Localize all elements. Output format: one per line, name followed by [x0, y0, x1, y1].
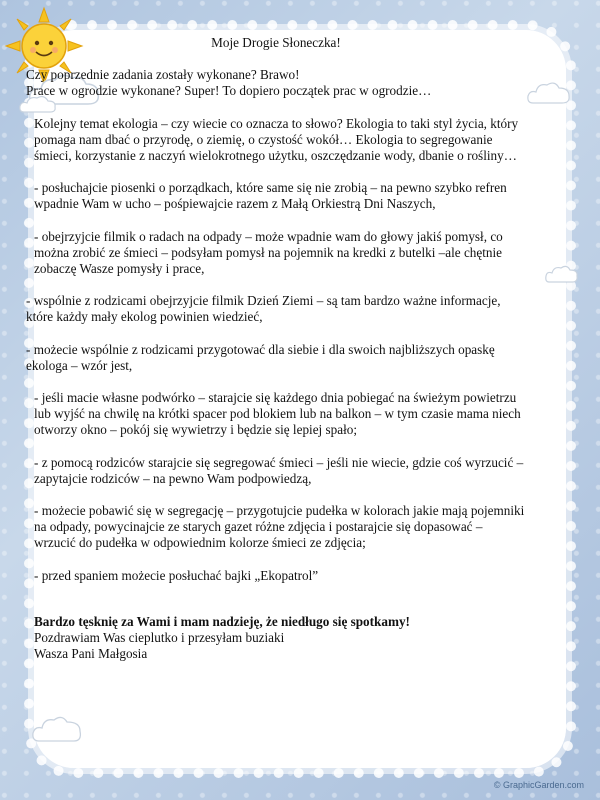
letter-title: Moje Drogie Słoneczka! — [211, 35, 341, 50]
credit-text: © GraphicGarden.com — [493, 780, 584, 790]
paragraph: - wspólnie z rodzicami obejrzyjcie filmik Dzień Ziemi – są tam bardzo ważne informacje, które każdy mały ekolog powinien wiedzieć, — [26, 293, 501, 325]
closing-line: Pozdrawiam Was cieplutko i przesyłam buziaki — [34, 630, 285, 646]
paragraph: - jeśli macie własne podwórko – starajcie się każdego dnia pobiegać na świeżym powietrzu lub wyjść na chwilę na krótki spacer pod blokiem lub na balkon – w tym czasie mama niech otworzy okno – pokój się wywietrzy i będzie się lepiej spało; — [34, 390, 521, 438]
letter-body — [26, 35, 526, 662]
paragraph: Kolejny temat ekologia – czy wiecie co oznacza to słowo? Ekologia to taki styl życia, który pomaga nam dbać o przyrodę, o ziemię, o czystość wokół… Ekologia to segregowanie śmieci, korzystanie z naczyń wielokrotnego użytku, oszczędzanie wody, dbanie o rośliny… — [34, 115, 519, 164]
intro-line: Prace w ogrodzie wykonane? Super! To dopiero początek prac w ogrodzie… — [26, 83, 432, 99]
signature: Wasza Pani Małgosia — [34, 646, 148, 662]
closing-bold-line: Bardzo tęsknię za Wami i mam nadzieję, że niedługo się spotkamy! — [34, 613, 410, 629]
paragraph: - przed spaniem możecie posłuchać bajki „Ekopatrol” — [34, 567, 319, 583]
intro-block — [26, 67, 526, 99]
paragraph: - z pomocą rodziców starajcie się segregować śmieci – jeśli nie wiecie, gdzie coś wyrzucić – zapytajcie rodziców – na pewno Wam podpowiedzą, — [34, 454, 524, 486]
cloud-icon — [544, 262, 580, 286]
paragraph: - możecie pobawić się w segregację – przygotujcie pudełka w kolorach jakie mają pojemniki na odpady, powycinajcie ze starych gazet różne zdjęcia i postarajcie się dopasować – wrzucić do pudełka w odpowiednim kolorze śmieci ze zdjęcia; — [34, 503, 525, 551]
paragraph: - możecie wspólnie z rodzicami przygotować dla siebie i dla swoich najbliższych opaskę ekologa – wzór jest, — [26, 341, 495, 373]
cloud-icon — [30, 712, 88, 746]
cloud-icon — [526, 78, 572, 108]
paragraph: - obejrzyjcie filmik o radach na odpady – może wpadnie wam do głowy jakiś pomysł, co można zrobić ze śmieci – podsyłam pomysł na pojemnik na kredki z butelki –ale chętnie zobaczę Wasze pomysły i prace, — [34, 228, 503, 277]
intro-line: Czy poprzednie zadania zostały wykonane? Brawo! — [26, 67, 300, 83]
paragraph: - posłuchajcie piosenki o porządkach, które same się nie zrobią – na pewno szybko refren wpadnie Wam w ucho – pośpiewajcie razem z Małą Orkiestrą Dni Naszych, — [34, 180, 507, 212]
closing-block — [26, 614, 526, 663]
